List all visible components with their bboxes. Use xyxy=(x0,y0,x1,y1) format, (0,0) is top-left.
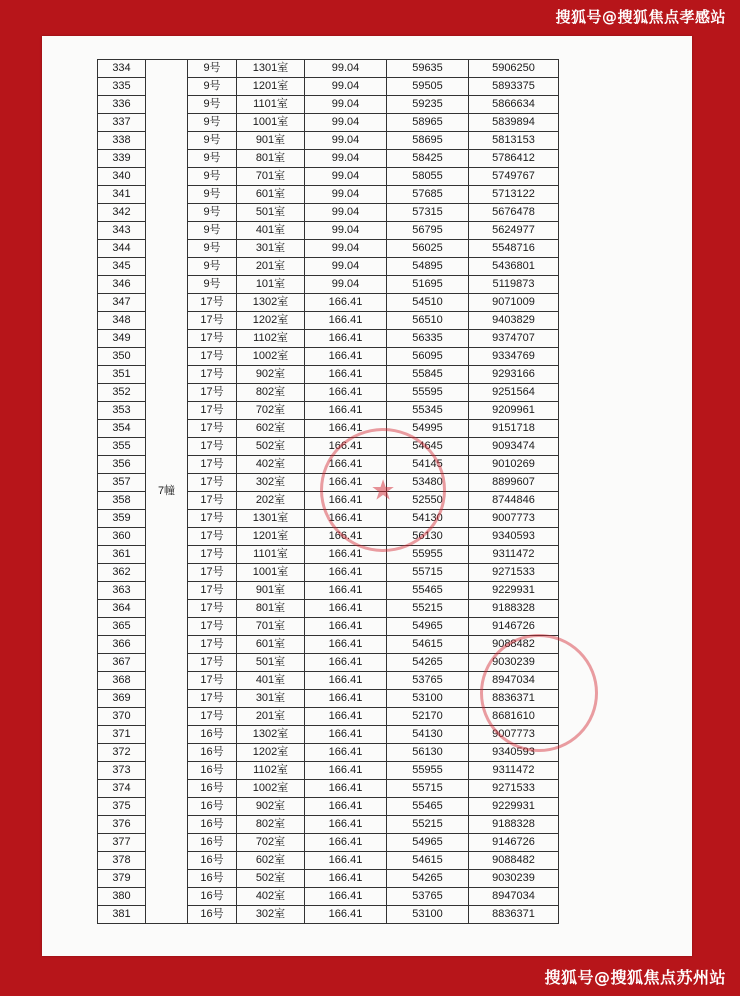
cell-room: 1302室 xyxy=(237,294,305,312)
cell-unit-price: 53765 xyxy=(387,888,469,906)
cell-seq: 377 xyxy=(98,834,146,852)
cell-room: 1202室 xyxy=(237,744,305,762)
cell-unit: 9号 xyxy=(188,150,237,168)
cell-unit: 16号 xyxy=(188,726,237,744)
cell-unit-price: 56510 xyxy=(387,312,469,330)
cell-unit-price: 54145 xyxy=(387,456,469,474)
price-table xyxy=(97,59,559,924)
cell-area: 166.41 xyxy=(305,438,387,456)
cell-unit-price: 56025 xyxy=(387,240,469,258)
cell-seq: 356 xyxy=(98,456,146,474)
cell-unit-price: 51695 xyxy=(387,276,469,294)
cell-unit: 9号 xyxy=(188,258,237,276)
cell-unit: 17号 xyxy=(188,708,237,726)
cell-room: 602室 xyxy=(237,420,305,438)
cell-unit: 9号 xyxy=(188,60,237,78)
cell-room: 1202室 xyxy=(237,312,305,330)
cell-seq: 378 xyxy=(98,852,146,870)
cell-unit-price: 54965 xyxy=(387,618,469,636)
cell-total-price: 9030239 xyxy=(469,870,559,888)
cell-unit: 9号 xyxy=(188,168,237,186)
cell-room: 201室 xyxy=(237,258,305,276)
cell-unit-price: 54265 xyxy=(387,870,469,888)
cell-room: 1301室 xyxy=(237,510,305,528)
cell-area: 99.04 xyxy=(305,186,387,204)
cell-seq: 366 xyxy=(98,636,146,654)
cell-area: 166.41 xyxy=(305,870,387,888)
cell-area: 166.41 xyxy=(305,762,387,780)
cell-room: 1102室 xyxy=(237,762,305,780)
cell-unit-price: 55465 xyxy=(387,798,469,816)
cell-seq: 351 xyxy=(98,366,146,384)
cell-seq: 343 xyxy=(98,222,146,240)
cell-unit-price: 59505 xyxy=(387,78,469,96)
cell-unit: 17号 xyxy=(188,474,237,492)
cell-area: 166.41 xyxy=(305,744,387,762)
cell-total-price: 9334769 xyxy=(469,348,559,366)
cell-unit-price: 54965 xyxy=(387,834,469,852)
cell-area: 166.41 xyxy=(305,366,387,384)
cell-unit: 16号 xyxy=(188,780,237,798)
cell-seq: 376 xyxy=(98,816,146,834)
cell-unit: 16号 xyxy=(188,816,237,834)
cell-unit: 17号 xyxy=(188,438,237,456)
seal-star-icon: ★ xyxy=(370,473,396,507)
cell-unit-price: 56130 xyxy=(387,528,469,546)
cell-area: 166.41 xyxy=(305,564,387,582)
cell-total-price: 9188328 xyxy=(469,816,559,834)
cell-area: 166.41 xyxy=(305,654,387,672)
cell-unit: 9号 xyxy=(188,276,237,294)
cell-room: 202室 xyxy=(237,492,305,510)
cell-total-price: 5906250 xyxy=(469,60,559,78)
cell-total-price: 8744846 xyxy=(469,492,559,510)
cell-area: 166.41 xyxy=(305,672,387,690)
cell-room: 502室 xyxy=(237,870,305,888)
cell-total-price: 5813153 xyxy=(469,132,559,150)
cell-unit: 17号 xyxy=(188,384,237,402)
cell-area: 166.41 xyxy=(305,636,387,654)
cell-total-price: 5839894 xyxy=(469,114,559,132)
cell-area: 99.04 xyxy=(305,150,387,168)
cell-area: 99.04 xyxy=(305,258,387,276)
cell-area: 99.04 xyxy=(305,132,387,150)
cell-total-price: 5713122 xyxy=(469,186,559,204)
cell-seq: 337 xyxy=(98,114,146,132)
cell-seq: 367 xyxy=(98,654,146,672)
cell-area: 166.41 xyxy=(305,294,387,312)
cell-unit: 16号 xyxy=(188,888,237,906)
cell-area: 99.04 xyxy=(305,114,387,132)
watermark-top: 搜狐号@搜狐焦点孝感站 xyxy=(555,8,726,26)
cell-room: 601室 xyxy=(237,636,305,654)
cell-total-price: 9146726 xyxy=(469,618,559,636)
cell-seq: 358 xyxy=(98,492,146,510)
table-row xyxy=(98,60,559,78)
cell-seq: 339 xyxy=(98,150,146,168)
cell-room: 1101室 xyxy=(237,96,305,114)
cell-total-price: 9340593 xyxy=(469,744,559,762)
cell-area: 166.41 xyxy=(305,528,387,546)
cell-seq: 374 xyxy=(98,780,146,798)
cell-unit-price: 52170 xyxy=(387,708,469,726)
cell-total-price: 8947034 xyxy=(469,888,559,906)
cell-total-price: 9071009 xyxy=(469,294,559,312)
cell-seq: 364 xyxy=(98,600,146,618)
cell-unit: 17号 xyxy=(188,420,237,438)
cell-seq: 370 xyxy=(98,708,146,726)
cell-unit: 16号 xyxy=(188,762,237,780)
cell-total-price: 9229931 xyxy=(469,582,559,600)
cell-unit-price: 55465 xyxy=(387,582,469,600)
cell-seq: 369 xyxy=(98,690,146,708)
cell-total-price: 5893375 xyxy=(469,78,559,96)
cell-unit-price: 55215 xyxy=(387,600,469,618)
cell-total-price: 5548716 xyxy=(469,240,559,258)
cell-room: 501室 xyxy=(237,654,305,672)
cell-area: 166.41 xyxy=(305,852,387,870)
cell-room: 301室 xyxy=(237,240,305,258)
cell-area: 166.41 xyxy=(305,456,387,474)
cell-seq: 348 xyxy=(98,312,146,330)
cell-unit-price: 55215 xyxy=(387,816,469,834)
cell-total-price: 9271533 xyxy=(469,780,559,798)
cell-room: 501室 xyxy=(237,204,305,222)
cell-area: 99.04 xyxy=(305,204,387,222)
cell-unit-price: 57315 xyxy=(387,204,469,222)
cell-seq: 359 xyxy=(98,510,146,528)
cell-room: 301室 xyxy=(237,690,305,708)
cell-room: 902室 xyxy=(237,798,305,816)
cell-area: 99.04 xyxy=(305,96,387,114)
cell-seq: 334 xyxy=(98,60,146,78)
cell-unit: 17号 xyxy=(188,456,237,474)
cell-area: 99.04 xyxy=(305,276,387,294)
cell-unit: 17号 xyxy=(188,564,237,582)
cell-total-price: 5786412 xyxy=(469,150,559,168)
cell-area: 166.41 xyxy=(305,510,387,528)
cell-unit-price: 54615 xyxy=(387,852,469,870)
price-table-body xyxy=(98,60,559,924)
cell-unit: 17号 xyxy=(188,654,237,672)
cell-seq: 362 xyxy=(98,564,146,582)
cell-seq: 338 xyxy=(98,132,146,150)
cell-total-price: 9151718 xyxy=(469,420,559,438)
cell-unit: 17号 xyxy=(188,294,237,312)
cell-total-price: 9311472 xyxy=(469,762,559,780)
cell-total-price: 9030239 xyxy=(469,654,559,672)
cell-area: 166.41 xyxy=(305,384,387,402)
cell-unit-price: 59635 xyxy=(387,60,469,78)
cell-seq: 355 xyxy=(98,438,146,456)
cell-unit-price: 53100 xyxy=(387,906,469,924)
cell-unit-price: 55345 xyxy=(387,402,469,420)
cell-seq: 380 xyxy=(98,888,146,906)
cell-area: 166.41 xyxy=(305,888,387,906)
cell-unit: 17号 xyxy=(188,636,237,654)
cell-unit: 17号 xyxy=(188,528,237,546)
cell-total-price: 8836371 xyxy=(469,906,559,924)
cell-total-price: 9311472 xyxy=(469,546,559,564)
cell-seq: 335 xyxy=(98,78,146,96)
cell-room: 801室 xyxy=(237,150,305,168)
cell-total-price: 9251564 xyxy=(469,384,559,402)
cell-unit-price: 56095 xyxy=(387,348,469,366)
cell-room: 801室 xyxy=(237,600,305,618)
cell-unit-price: 58965 xyxy=(387,114,469,132)
cell-seq: 368 xyxy=(98,672,146,690)
cell-area: 166.41 xyxy=(305,492,387,510)
cell-seq: 344 xyxy=(98,240,146,258)
cell-unit-price: 55715 xyxy=(387,564,469,582)
cell-seq: 353 xyxy=(98,402,146,420)
cell-unit-price: 52550 xyxy=(387,492,469,510)
cell-area: 166.41 xyxy=(305,816,387,834)
cell-unit-price: 55715 xyxy=(387,780,469,798)
cell-room: 1101室 xyxy=(237,546,305,564)
cell-unit: 16号 xyxy=(188,798,237,816)
cell-seq: 350 xyxy=(98,348,146,366)
cell-unit: 17号 xyxy=(188,672,237,690)
cell-total-price: 9293166 xyxy=(469,366,559,384)
cell-unit: 16号 xyxy=(188,870,237,888)
cell-room: 701室 xyxy=(237,618,305,636)
cell-total-price: 9007773 xyxy=(469,726,559,744)
cell-room: 901室 xyxy=(237,132,305,150)
cell-total-price: 9403829 xyxy=(469,312,559,330)
cell-unit-price: 54645 xyxy=(387,438,469,456)
cell-total-price: 5676478 xyxy=(469,204,559,222)
cell-seq: 347 xyxy=(98,294,146,312)
cell-room: 402室 xyxy=(237,456,305,474)
cell-room: 601室 xyxy=(237,186,305,204)
cell-unit: 17号 xyxy=(188,600,237,618)
cell-area: 166.41 xyxy=(305,906,387,924)
cell-unit-price: 56795 xyxy=(387,222,469,240)
cell-room: 402室 xyxy=(237,888,305,906)
cell-unit: 17号 xyxy=(188,312,237,330)
cell-total-price: 5119873 xyxy=(469,276,559,294)
cell-seq: 352 xyxy=(98,384,146,402)
cell-seq: 372 xyxy=(98,744,146,762)
cell-unit-price: 55595 xyxy=(387,384,469,402)
cell-total-price: 5436801 xyxy=(469,258,559,276)
cell-area: 99.04 xyxy=(305,240,387,258)
cell-unit: 17号 xyxy=(188,582,237,600)
cell-room: 302室 xyxy=(237,906,305,924)
cell-total-price: 9088482 xyxy=(469,852,559,870)
cell-unit-price: 54130 xyxy=(387,510,469,528)
cell-seq: 375 xyxy=(98,798,146,816)
cell-unit-price: 54510 xyxy=(387,294,469,312)
cell-unit: 16号 xyxy=(188,834,237,852)
cell-building: 7幢 xyxy=(146,60,188,924)
cell-unit-price: 54995 xyxy=(387,420,469,438)
cell-room: 702室 xyxy=(237,834,305,852)
cell-seq: 336 xyxy=(98,96,146,114)
cell-area: 166.41 xyxy=(305,582,387,600)
cell-area: 166.41 xyxy=(305,618,387,636)
cell-area: 166.41 xyxy=(305,600,387,618)
watermark-bottom: 搜狐号@搜狐焦点苏州站 xyxy=(544,968,726,987)
cell-unit: 9号 xyxy=(188,222,237,240)
cell-unit-price: 53100 xyxy=(387,690,469,708)
cell-seq: 360 xyxy=(98,528,146,546)
cell-unit: 17号 xyxy=(188,366,237,384)
cell-room: 1201室 xyxy=(237,78,305,96)
cell-room: 1002室 xyxy=(237,348,305,366)
cell-seq: 371 xyxy=(98,726,146,744)
cell-unit: 17号 xyxy=(188,348,237,366)
cell-seq: 349 xyxy=(98,330,146,348)
cell-area: 99.04 xyxy=(305,222,387,240)
cell-room: 1301室 xyxy=(237,60,305,78)
cell-unit: 9号 xyxy=(188,240,237,258)
cell-seq: 341 xyxy=(98,186,146,204)
cell-unit-price: 58055 xyxy=(387,168,469,186)
cell-seq: 373 xyxy=(98,762,146,780)
cell-total-price: 9229931 xyxy=(469,798,559,816)
cell-unit-price: 55845 xyxy=(387,366,469,384)
cell-room: 901室 xyxy=(237,582,305,600)
cell-total-price: 5624977 xyxy=(469,222,559,240)
cell-total-price: 9010269 xyxy=(469,456,559,474)
cell-seq: 381 xyxy=(98,906,146,924)
cell-room: 1002室 xyxy=(237,780,305,798)
cell-total-price: 9007773 xyxy=(469,510,559,528)
cell-total-price: 9209961 xyxy=(469,402,559,420)
cell-area: 99.04 xyxy=(305,60,387,78)
cell-room: 401室 xyxy=(237,222,305,240)
cell-unit-price: 58695 xyxy=(387,132,469,150)
cell-room: 1302室 xyxy=(237,726,305,744)
cell-room: 802室 xyxy=(237,816,305,834)
cell-unit: 17号 xyxy=(188,492,237,510)
cell-unit-price: 53765 xyxy=(387,672,469,690)
cell-seq: 357 xyxy=(98,474,146,492)
cell-room: 802室 xyxy=(237,384,305,402)
cell-seq: 365 xyxy=(98,618,146,636)
cell-unit-price: 55955 xyxy=(387,546,469,564)
cell-room: 902室 xyxy=(237,366,305,384)
cell-area: 99.04 xyxy=(305,78,387,96)
cell-total-price: 9374707 xyxy=(469,330,559,348)
cell-total-price: 9188328 xyxy=(469,600,559,618)
cell-room: 602室 xyxy=(237,852,305,870)
cell-total-price: 9340593 xyxy=(469,528,559,546)
cell-area: 166.41 xyxy=(305,546,387,564)
cell-room: 1102室 xyxy=(237,330,305,348)
cell-seq: 345 xyxy=(98,258,146,276)
cell-area: 166.41 xyxy=(305,474,387,492)
cell-room: 701室 xyxy=(237,168,305,186)
cell-unit: 17号 xyxy=(188,510,237,528)
cell-room: 101室 xyxy=(237,276,305,294)
cell-area: 166.41 xyxy=(305,330,387,348)
cell-unit: 16号 xyxy=(188,906,237,924)
cell-unit-price: 54895 xyxy=(387,258,469,276)
cell-total-price: 5866634 xyxy=(469,96,559,114)
cell-unit-price: 56335 xyxy=(387,330,469,348)
cell-room: 302室 xyxy=(237,474,305,492)
cell-total-price: 9146726 xyxy=(469,834,559,852)
cell-room: 401室 xyxy=(237,672,305,690)
cell-unit-price: 54130 xyxy=(387,726,469,744)
cell-unit-price: 56130 xyxy=(387,744,469,762)
cell-unit-price: 57685 xyxy=(387,186,469,204)
cell-area: 166.41 xyxy=(305,420,387,438)
cell-total-price: 8836371 xyxy=(469,690,559,708)
cell-unit: 16号 xyxy=(188,744,237,762)
cell-seq: 361 xyxy=(98,546,146,564)
cell-unit-price: 59235 xyxy=(387,96,469,114)
cell-area: 166.41 xyxy=(305,312,387,330)
cell-unit: 16号 xyxy=(188,852,237,870)
cell-unit-price: 53480 xyxy=(387,474,469,492)
cell-room: 1201室 xyxy=(237,528,305,546)
cell-seq: 342 xyxy=(98,204,146,222)
cell-total-price: 8947034 xyxy=(469,672,559,690)
cell-room: 502室 xyxy=(237,438,305,456)
cell-total-price: 5749767 xyxy=(469,168,559,186)
cell-total-price: 8899607 xyxy=(469,474,559,492)
cell-room: 702室 xyxy=(237,402,305,420)
cell-total-price: 9093474 xyxy=(469,438,559,456)
cell-area: 166.41 xyxy=(305,780,387,798)
cell-area: 166.41 xyxy=(305,690,387,708)
cell-unit-price: 54265 xyxy=(387,654,469,672)
cell-unit: 17号 xyxy=(188,330,237,348)
cell-unit: 17号 xyxy=(188,402,237,420)
cell-area: 99.04 xyxy=(305,168,387,186)
cell-unit: 17号 xyxy=(188,546,237,564)
cell-unit: 17号 xyxy=(188,618,237,636)
cell-seq: 346 xyxy=(98,276,146,294)
cell-area: 166.41 xyxy=(305,708,387,726)
cell-unit: 9号 xyxy=(188,186,237,204)
cell-total-price: 9271533 xyxy=(469,564,559,582)
cell-unit: 9号 xyxy=(188,96,237,114)
cell-area: 166.41 xyxy=(305,798,387,816)
cell-room: 1001室 xyxy=(237,114,305,132)
cell-area: 166.41 xyxy=(305,348,387,366)
cell-unit-price: 55955 xyxy=(387,762,469,780)
cell-room: 201室 xyxy=(237,708,305,726)
cell-seq: 363 xyxy=(98,582,146,600)
cell-seq: 340 xyxy=(98,168,146,186)
cell-total-price: 8681610 xyxy=(469,708,559,726)
cell-unit: 9号 xyxy=(188,78,237,96)
document-page xyxy=(42,36,692,956)
cell-unit: 9号 xyxy=(188,132,237,150)
cell-unit-price: 54615 xyxy=(387,636,469,654)
cell-area: 166.41 xyxy=(305,726,387,744)
cell-unit: 9号 xyxy=(188,114,237,132)
cell-seq: 354 xyxy=(98,420,146,438)
cell-room: 1001室 xyxy=(237,564,305,582)
cell-area: 166.41 xyxy=(305,402,387,420)
cell-unit: 17号 xyxy=(188,690,237,708)
cell-unit-price: 58425 xyxy=(387,150,469,168)
cell-total-price: 9088482 xyxy=(469,636,559,654)
cell-seq: 379 xyxy=(98,870,146,888)
cell-area: 166.41 xyxy=(305,834,387,852)
cell-unit: 9号 xyxy=(188,204,237,222)
